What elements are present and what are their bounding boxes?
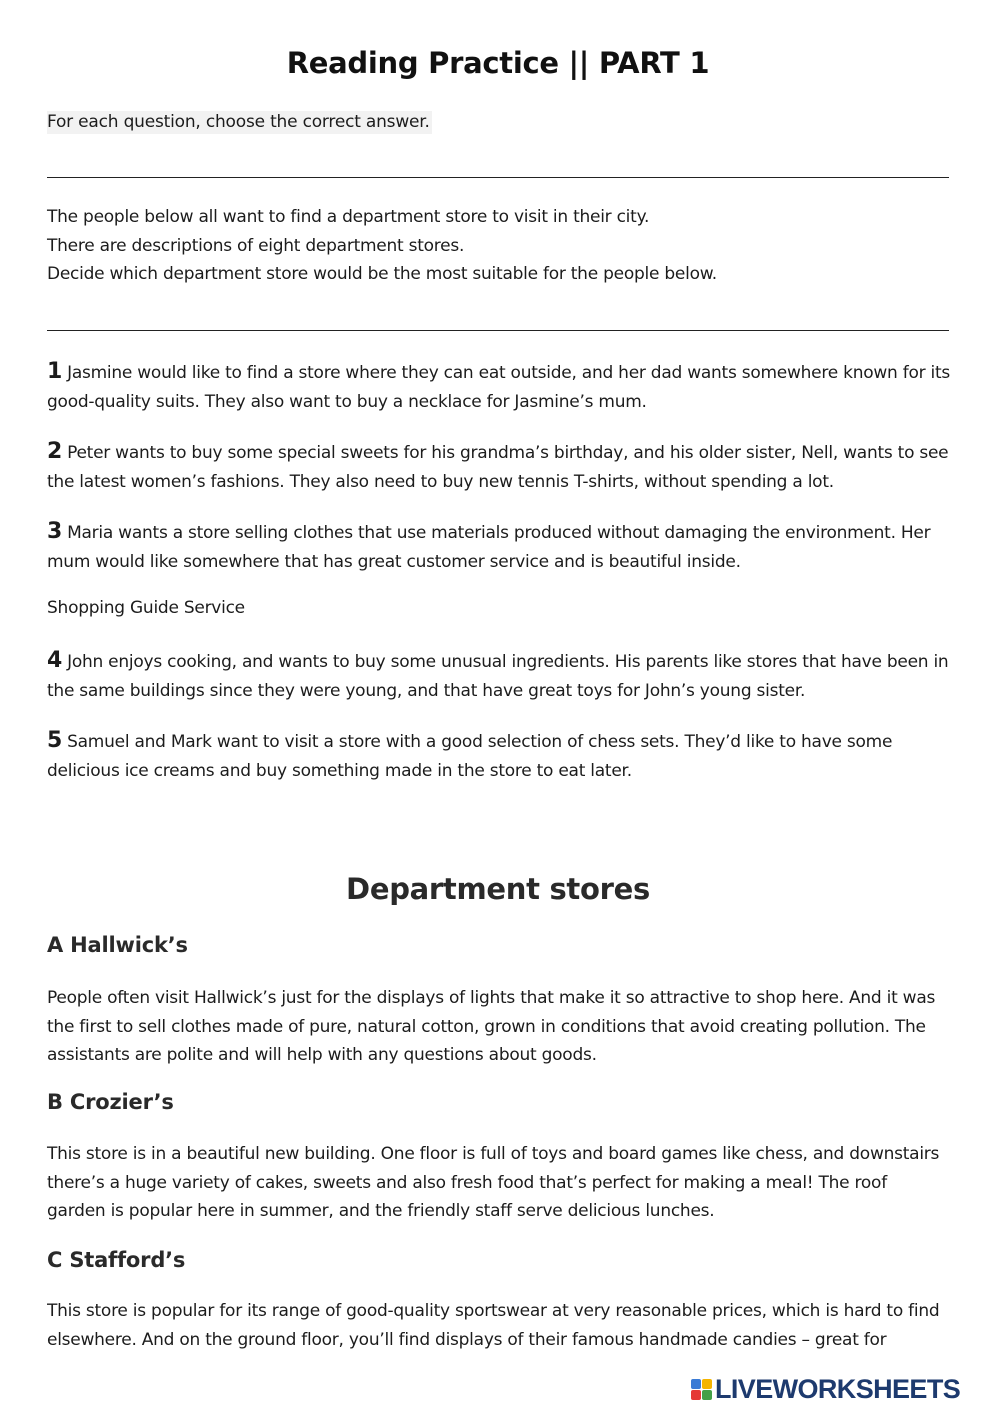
question-number: 1	[47, 359, 63, 384]
guide-label: Shopping Guide Service	[47, 598, 245, 618]
question-1	[47, 358, 952, 416]
divider	[47, 330, 949, 331]
intro-line: Decide which department store would be the most suitable for the people below.	[47, 264, 717, 284]
instruction-text: For each question, choose the correct answer.	[47, 112, 430, 132]
question-text: John enjoys cooking, and wants to buy some unusual ingredients. His parents like stores that have been in the same buildings since they were young, and that have great toys for John’s young sister.	[47, 652, 949, 701]
logo-square	[691, 1390, 701, 1400]
liveworksheets-logo	[691, 1371, 960, 1407]
stores-title: Department stores	[346, 872, 650, 906]
question-2	[47, 438, 952, 496]
question-number: 5	[47, 728, 63, 753]
store-b-name: B Crozier’s	[47, 1090, 174, 1114]
question-text: Peter wants to buy some special sweets for his grandma’s birthday, and his older sister, Nell, wants to see the latest women’s fashions. They also need to buy new tennis T-shirts, without spending a lot.	[47, 443, 949, 492]
question-4	[47, 647, 952, 705]
store-b-description: This store is in a beautiful new building. One floor is full of toys and board games like chess, and downstairs there’s a huge variety of cakes, sweets and also fresh food that’s perfect for making a meal! The roof garden is popular here in summer, and the friendly staff serve delicious lunches.	[47, 1144, 940, 1221]
logo-square	[691, 1379, 701, 1389]
intro-line: The people below all want to find a department store to visit in their city.	[47, 207, 650, 227]
logo-square	[702, 1379, 712, 1389]
question-text: Samuel and Mark want to visit a store with a good selection of chess sets. They’d like to have some delicious ice creams and buy something made in the store to eat later.	[47, 732, 893, 781]
intro-line: There are descriptions of eight department stores.	[47, 235, 465, 256]
logo-square	[702, 1390, 712, 1400]
logo-text: LIVEWORKSHEETS	[715, 1373, 961, 1404]
question-5	[47, 727, 952, 785]
store-c-description: This store is popular for its range of good-quality sportswear at very reasonable prices, which is hard to find elsewhere. And on the ground floor, you’ll find displays of their famous handmade candies – great for	[47, 1301, 940, 1350]
divider	[47, 177, 949, 178]
page-title: Reading Practice || PART 1	[286, 46, 710, 80]
question-text: Maria wants a store selling clothes that use materials produced without damaging the environment. Her mum would like somewhere that has great customer service and is beautiful inside.	[47, 523, 931, 572]
store-c-name: C Stafford’s	[47, 1248, 186, 1272]
logo-icon	[691, 1379, 712, 1400]
question-3	[47, 518, 952, 576]
intro-text	[47, 203, 717, 289]
store-a-name: A Hallwick’s	[47, 933, 188, 957]
question-number: 4	[47, 648, 63, 673]
question-number: 3	[47, 519, 63, 544]
store-a-description: People often visit Hallwick’s just for the displays of lights that make it so attractive to shop here. And it was the first to sell clothes made of pure, natural cotton, grown in conditions that avoid creating pollution. The assistants are polite and will help with any questions about goods.	[47, 988, 936, 1065]
question-number: 2	[47, 439, 63, 464]
question-text: Jasmine would like to find a store where they can eat outside, and her dad wants somewhere known for its good-quality suits. They also want to buy a necklace for Jasmine’s mum.	[47, 363, 950, 412]
